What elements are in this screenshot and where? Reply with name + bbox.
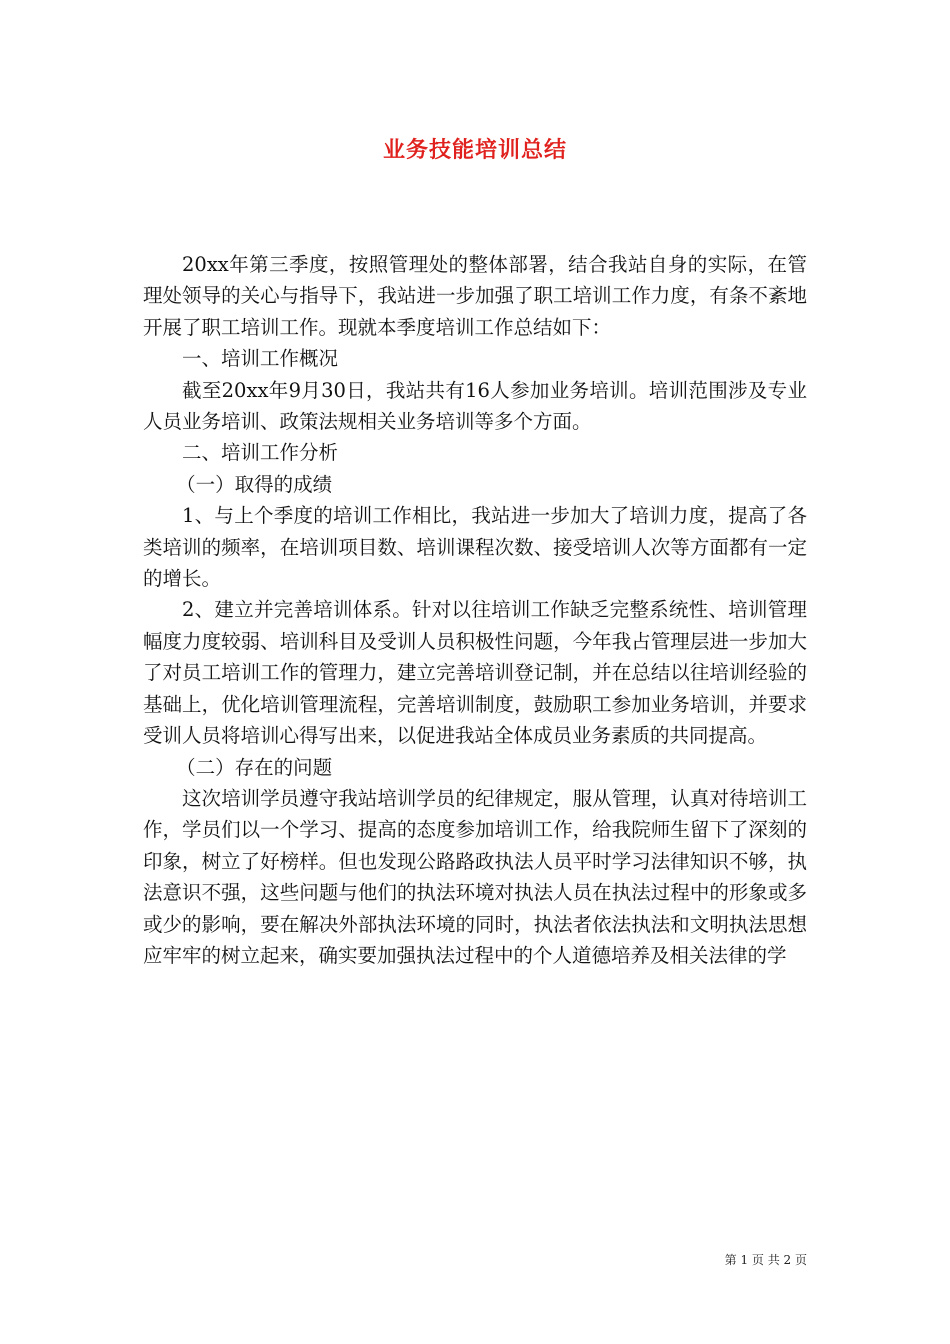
document-title: 业务技能培训总结 [382,137,567,163]
paragraph-achievement-1: 1、与上个季度的培训工作相比，我站进一步加大了培训力度，提高了各类培训的频率，在培训项目数、培训课程次数、接受培训人次等方面都有一定的增长。 [143,504,807,591]
section-heading-analysis: 二、培训工作分析 [182,441,339,465]
paragraph-intro: 20xx年第三季度，按照管理处的整体部署，结合我站自身的实际，在管理处领导的关心与指导下，我站进一步加强了职工培训工作力度，有条不紊地开展了职工培训工作。现就本季度培训工作总结如下： [143,253,807,339]
paragraph-problems: 这次培训学员遵守我站培训学员的纪律规定，服从管理，认真对待培训工作，学员们以一个学习、提高的态度参加培训工作，给我院师生留下了深刻的印象，树立了好榜样。但也发现公路路政执法人员平时学习法律知识不够，执法意识不强，这些问题与他们的执法环境对执法人员在执法过程中的形象或多或少的影响，要在解决外部执法环境的同时，执法者依法执法和文明执法思想应牢牢的树立起来，确实要加强执法过程中的个人道德培养及相关法律的学 [143,786,807,967]
subsection-heading-problems: （二）存在的问题 [176,755,333,779]
subsection-heading-achievements: （一）取得的成绩 [176,472,333,496]
document-body [143,249,807,971]
paragraph-overview: 截至20xx年9月30日，我站共有16人参加业务培训。培训范围涉及专业人员业务培训、政策法规相关业务培训等多个方面。 [143,378,807,434]
section-heading-overview: 一、培训工作概况 [182,347,339,371]
page-number: 第 1 页 共 2 页 [724,1253,807,1267]
paragraph-achievement-2: 2、建立并完善培训体系。针对以往培训工作缺乏完整系统性、培训管理幅度力度较弱、培训科目及受训人员积极性问题，今年我占管理层进一步加大了对员工培训工作的管理力，建立完善培训登记制，并在总结以往培训经验的基础上，优化培训管理流程，完善培训制度，鼓励职工参加业务培训，并要求受训人员将培训心得写出来，以促进我站全体成员业务素质的共同提高。 [143,598,807,748]
